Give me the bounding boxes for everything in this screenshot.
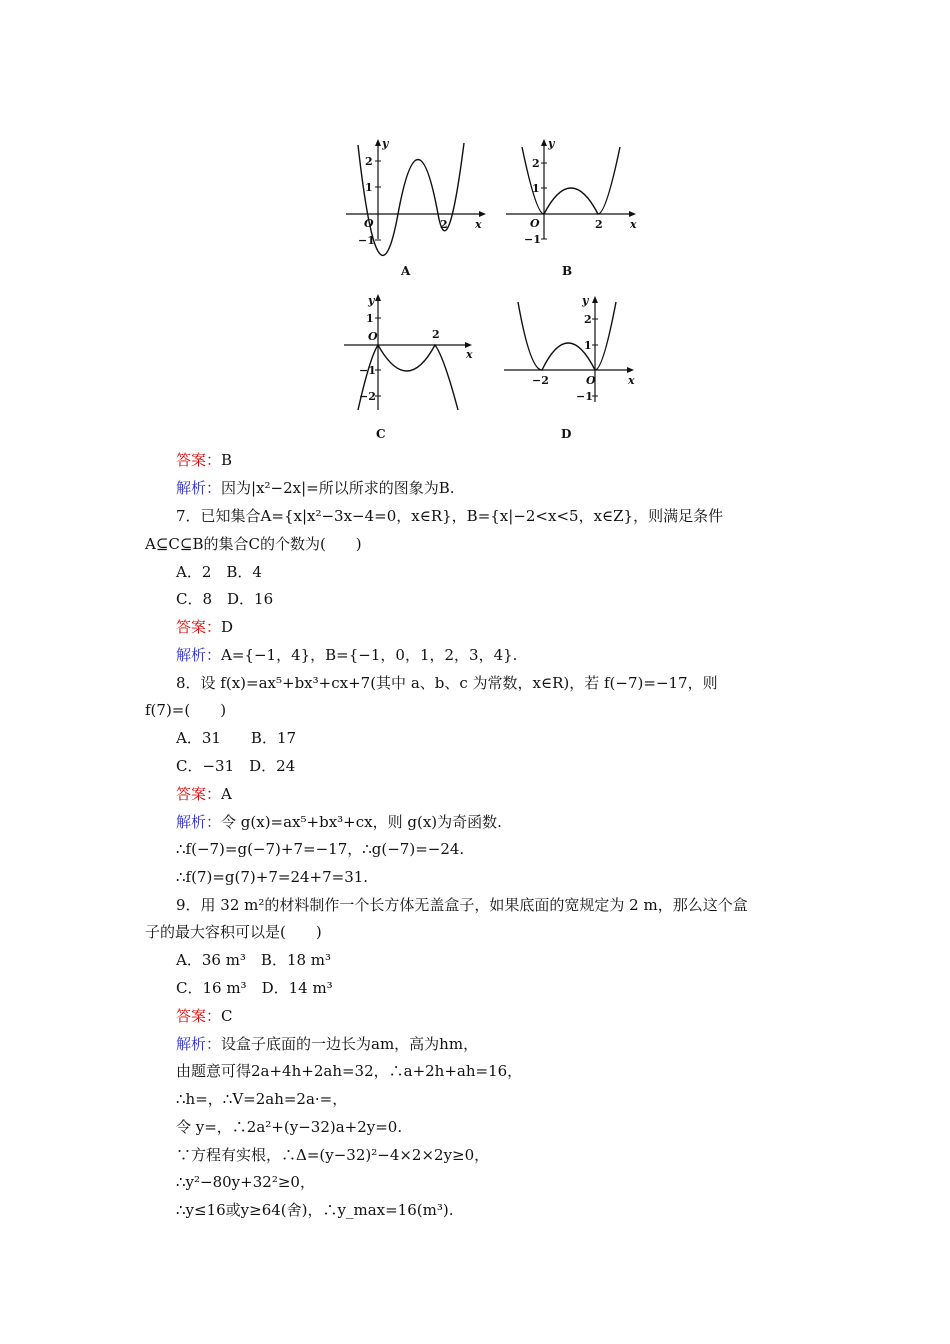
graph-c-tick-m1: −1	[359, 364, 376, 377]
question-7-options-1: A．2 B．4	[176, 563, 262, 581]
analysis-8-step-2: ∴f(7)=g(7)+7=24+7=31.	[176, 868, 369, 886]
question-8-options-1: A．31 B．17	[176, 729, 297, 747]
question-8-line-2: f(7)=( )	[145, 701, 227, 719]
analysis-9-step-2: ∴h=，∴V=2ah=2a·=，	[176, 1090, 348, 1108]
analysis-9-step-6: ∴y≤16或y≥64(舍)，∴y_max=16(m³).	[176, 1201, 454, 1219]
graph-c-tick-1: 1	[366, 312, 374, 325]
graph-d-x-label: x	[628, 374, 635, 387]
graph-b-xtick-2: 2	[595, 218, 603, 231]
analysis-line-8: 解析：令 g(x)=ax⁵+bx³+cx，则 g(x)为奇函数.	[176, 813, 502, 831]
graph-b-origin: O	[530, 217, 540, 230]
graph-a-xtick-2: 2	[440, 218, 448, 231]
graph-c-y-label: y	[368, 294, 375, 307]
answer-line-9: 答案：C	[176, 1007, 233, 1025]
question-8-options-2: C．−31 D．24	[176, 757, 296, 775]
analysis-8-step-1: ∴f(−7)=g(−7)+7=−17，∴g(−7)=−24.	[176, 840, 465, 858]
graph-c-origin: O	[368, 330, 378, 343]
graph-d-tick-m1: −1	[576, 390, 593, 403]
graph-d-y-label: y	[582, 294, 589, 307]
graph-c	[340, 290, 490, 415]
graph-b-tick-1: 1	[532, 182, 540, 195]
graph-c-tick-m2: −2	[359, 390, 376, 403]
question-9-line-1: 9．用 32 m²的材料制作一个长方体无盖盒子，如果底面的宽规定为 2 m，那么这个盒	[176, 896, 748, 914]
graph-b-tick-m1: −1	[524, 233, 541, 246]
question-9-options-1: A．36 m³ B．18 m³	[176, 951, 332, 969]
graph-a-y-label: y	[382, 137, 389, 150]
question-8-line-1: 8．设 f(x)=ax⁵+bx³+cx+7(其中 a、b、c 为常数，x∈R)，若 f(−7)=−17，则	[176, 674, 718, 692]
question-7-line-2: A⊆C⊆B的集合C的个数为( )	[145, 535, 362, 553]
graph-d-tick-1: 1	[584, 339, 592, 352]
graph-d-origin: O	[586, 374, 596, 387]
question-7-options-2: C．8 D．16	[176, 590, 274, 608]
graph-d-caption: D	[561, 427, 572, 441]
answer-line-7: 答案：D	[176, 618, 234, 636]
graph-a-caption: A	[401, 264, 411, 278]
graph-a-tick-m1: −1	[358, 234, 375, 247]
question-9-line-2: 子的最大容积可以是( )	[145, 923, 322, 941]
analysis-9-step-1: 由题意可得2a+4h+2ah=32，∴a+2h+ah=16，	[176, 1062, 523, 1080]
graph-a-tick-2: 2	[365, 155, 373, 168]
graph-a-origin: O	[364, 217, 374, 230]
analysis-9-step-4: ∵方程有实根，∴Δ=(y−32)²−4×2×2y≥0，	[176, 1146, 490, 1164]
answer-line-8: 答案：A	[176, 785, 232, 803]
graph-c-x-label: x	[466, 348, 473, 361]
graph-c-xtick-2: 2	[432, 328, 440, 341]
graph-b-tick-2: 2	[532, 157, 540, 170]
graph-b-y-label: y	[548, 137, 555, 150]
analysis-9-step-5: ∴y²−80y+32²≥0，	[176, 1173, 315, 1191]
graph-b-caption: B	[562, 264, 573, 278]
graph-d-tick-2: 2	[584, 313, 592, 326]
graph-a-x-label: x	[475, 218, 482, 231]
graph-b-x-label: x	[630, 218, 637, 231]
graph-d	[500, 290, 650, 415]
graph-c-caption: C	[376, 427, 386, 441]
graph-a-tick-1: 1	[365, 181, 373, 194]
graph-d-xtick-m2: −2	[532, 374, 549, 387]
analysis-line-6: 解析：因为|x²−2x|=所以所求的图象为B.	[176, 479, 455, 497]
analysis-line-9: 解析：设盒子底面的一边长为am，高为hm，	[176, 1035, 479, 1053]
analysis-9-step-3: 令 y=，∴2a²+(y−32)a+2y=0.	[176, 1118, 403, 1136]
analysis-line-7: 解析：A={−1，4}，B={−1，0，1，2，3，4}.	[176, 646, 518, 664]
answer-line-6: 答案：B	[176, 451, 233, 469]
question-7-line-1: 7．已知集合A={x|x²−3x−4=0，x∈R}，B={x|−2<x<5，x∈Z}，则满足条件	[176, 507, 724, 525]
graph-a	[340, 135, 490, 245]
question-9-options-2: C．16 m³ D．14 m³	[176, 979, 333, 997]
graph-b	[500, 135, 650, 245]
